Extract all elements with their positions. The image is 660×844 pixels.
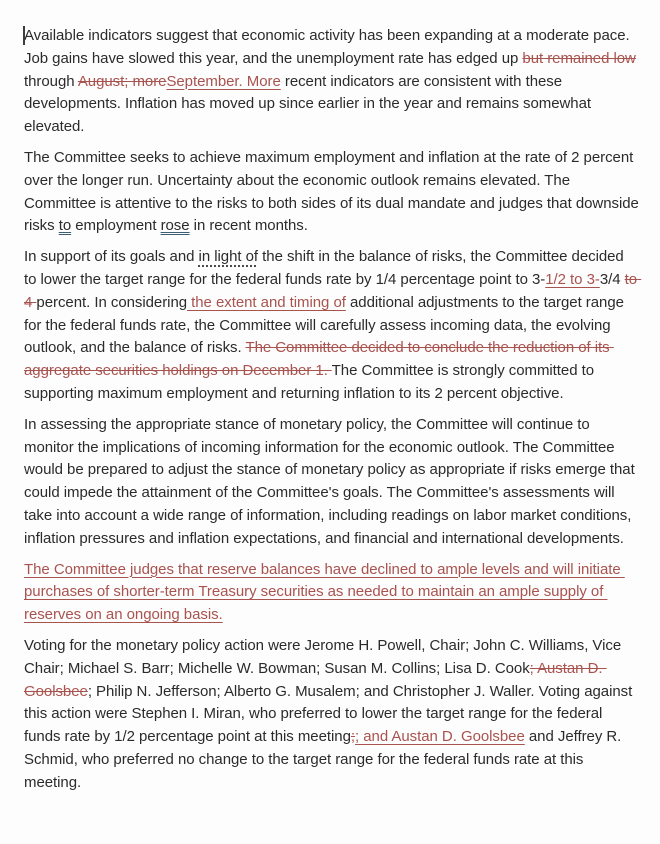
- revision-deleted-run: August; more: [77, 72, 167, 90]
- text-run: Voting for the monetary policy action were Jerome H. Powell, Chair; John C. Williams, Vice Chair; Michael S. Barr; Michelle W. Bowman; Susan M. Collins; Lisa D. Cook: [24, 636, 626, 677]
- revision-inserted-run: September. More: [166, 72, 281, 90]
- text-run: through: [24, 49, 640, 90]
- text-cursor[interactable]: [23, 26, 25, 45]
- statement-text: [24, 25, 643, 795]
- text-run: recent indicators are consistent with these developments. Inflation has moved up since earlier in the year and remains somewhat elevated.: [24, 72, 596, 136]
- revision-inserted-run: the extent and timing of: [187, 293, 346, 311]
- revision-inserted-run: The Committee judges that reserve balances have declined to ample levels and will initiate purchases of shorter-term Treasury securities as needed to maintain an ample supply of reserves on an ongoing basis.: [24, 560, 625, 624]
- revision-inserted-double-run: to: [58, 217, 72, 235]
- text-run: and Jeffrey R. Schmid, who preferred no change to the target range for the federal funds rate at this meeting.: [24, 728, 626, 791]
- text-run: in recent months.: [189, 217, 308, 235]
- paragraph-dual-mandate: [24, 147, 643, 238]
- text-run: Available indicators suggest that economic activity has been expanding at a moderate pace. Job gains have slowed this year, and the unemployment rate has edged up: [24, 27, 634, 67]
- paragraph-voting-record: [24, 635, 639, 795]
- paragraph-reserve-balances-insertion: [24, 559, 639, 627]
- text-run: the shift in the balance of risks, the Committee decided to lower the target range for the federal funds rate by 1/4 percentage point to 3-: [24, 248, 628, 288]
- paragraph-policy-stance: [24, 414, 639, 551]
- text-run: In assessing the appropriate stance of monetary policy, the Committee will continue to monitor the implications of incoming information for the economic outlook. The Committee would be prepared to adjust the stance of monetary policy as appropriate if risks emerge that could impede the attainment of the Committee's goals. The Committee's assessments will take into account a wide range of information, including readings on labor market conditions, inflation pressures and inflation expectations, and financial and international developments.: [24, 415, 639, 547]
- text-run: additional adjustments to the target range for the federal funds rate, the Committee will carefully assess incoming data, the evolving outlook, and the balance of risks.: [24, 293, 629, 357]
- revision-inserted-double-run: rose: [160, 217, 190, 235]
- text-run: 3/4: [599, 270, 625, 288]
- text-run: The Committee is strongly committed to supporting maximum employment and returning inflation to its 2 percent objective.: [24, 362, 599, 402]
- revision-deleted-run: but remained low: [522, 49, 636, 67]
- text-run: The Committee seeks to achieve maximum employment and inflation at the rate of 2 percent over the longer run. Uncertainty about the economic outlook remains elevated. The Committee is attentive to the risks to both sides of its dual mandate and judges that downside risks: [24, 148, 643, 235]
- revision-deleted-run: The Committee decided to conclude the reduction of its aggregate securities holdings on December 1.: [24, 339, 614, 380]
- text-run: percent. In considering: [36, 293, 188, 311]
- revision-deleted-run: ; Austan D. Goolsbee: [24, 659, 607, 700]
- paragraph-economic-activity: [24, 25, 639, 139]
- text-run: ; Philip N. Jefferson; Alberto G. Musalem; and Christopher J. Waller. Voting against this action were Stephen I. Miran, who preferred to lower the target range for the federal funds rate by 1/2 percentage point at this meeting: [24, 682, 637, 746]
- text-run: employment: [71, 217, 161, 235]
- revision-inserted-dotted-run: in light of: [198, 248, 259, 266]
- revision-inserted-run: 1/2 to 3-: [545, 270, 600, 288]
- revision-deleted-run: ;: [350, 728, 356, 746]
- revision-deleted-run: to 4: [24, 270, 642, 311]
- text-run: In support of its goals and: [24, 248, 199, 266]
- paragraph-rate-decision: [24, 246, 642, 406]
- revision-inserted-run: ; and Austan D. Goolsbee: [355, 728, 525, 746]
